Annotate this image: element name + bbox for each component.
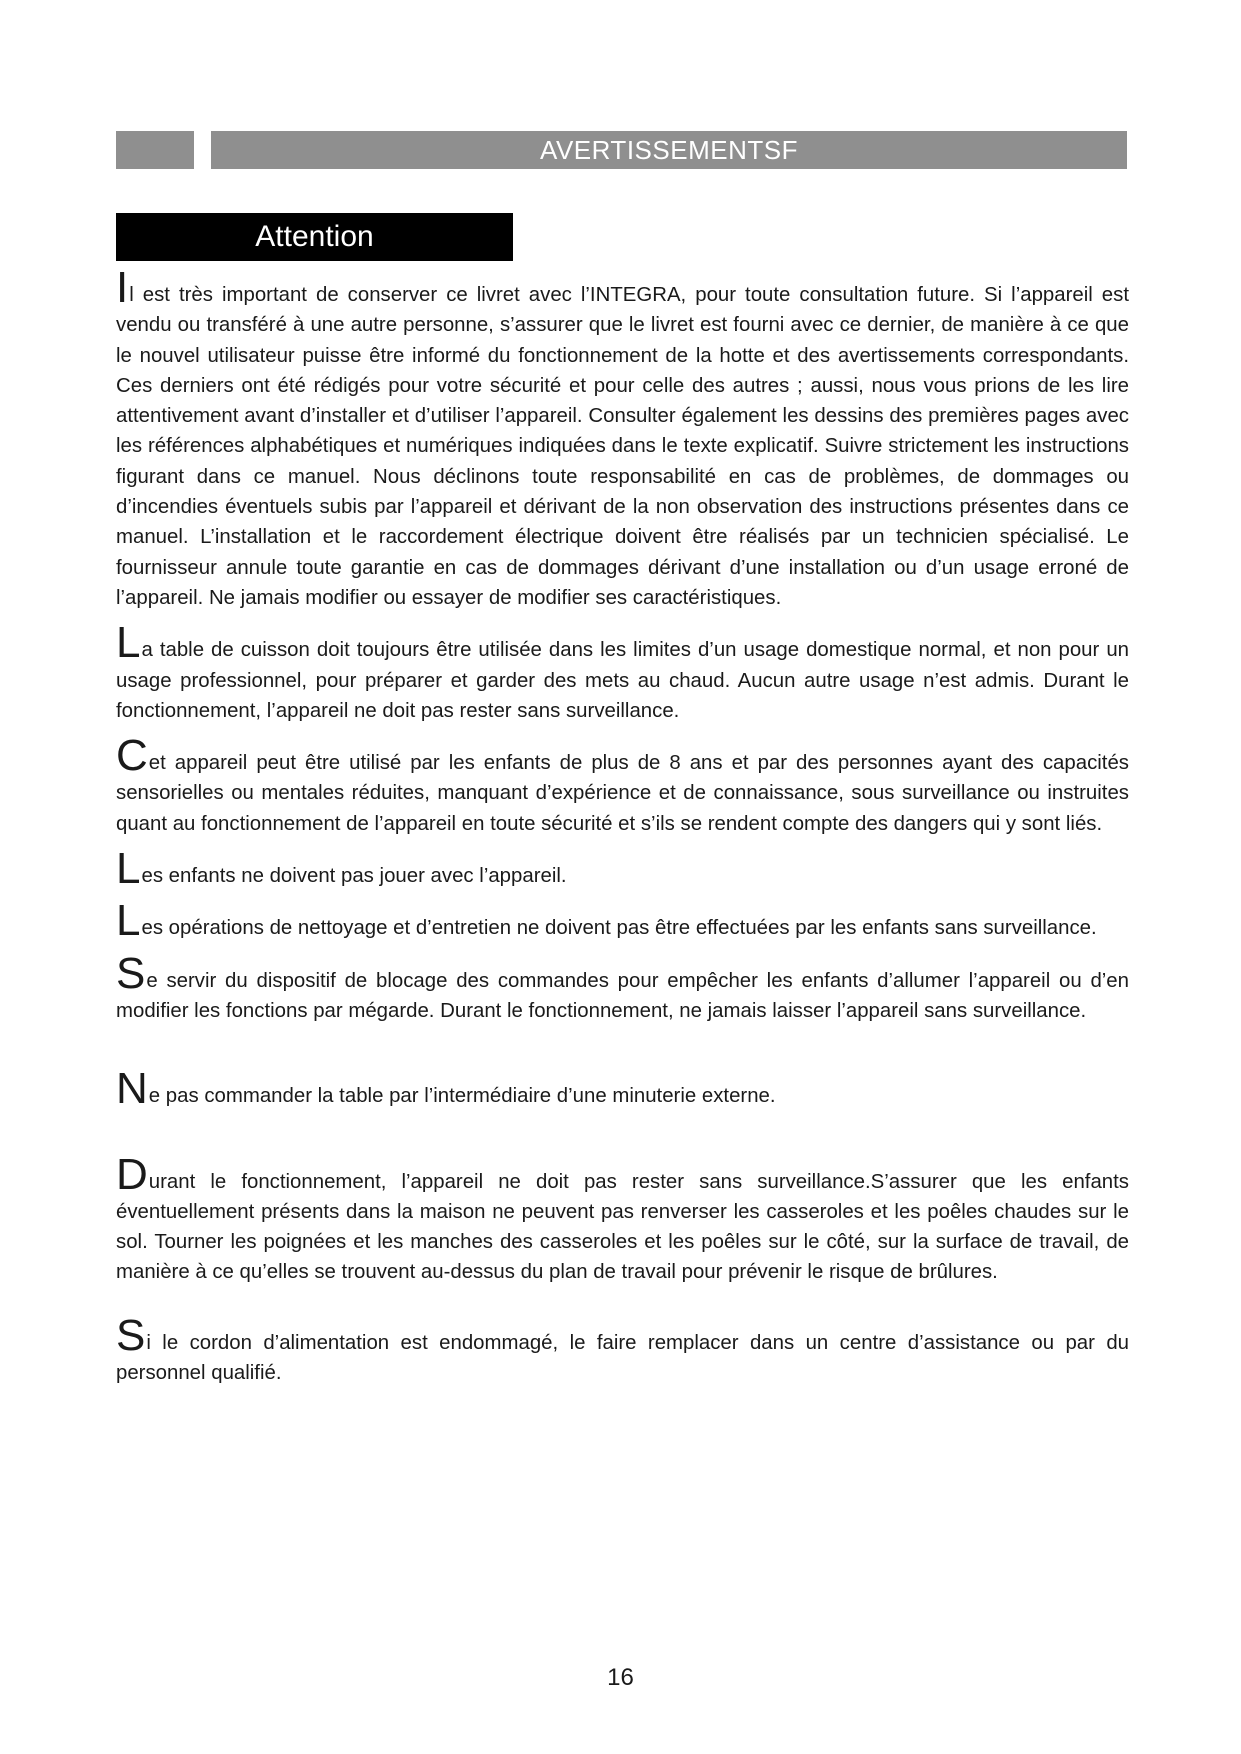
warnings-body (116, 263, 1129, 1388)
section-header (211, 131, 1127, 169)
paragraph-text: e servir du dispositif de blocage des commandes pour empêcher les enfants d’allumer l’appareil ou d’en modifier les fonctions par mégarde. Durant le fonctionnement, ne jamais laisser l’appareil sans surveillance. (116, 969, 1129, 1022)
paragraph-text: a table de cuisson doit toujours être utilisée dans les limites d’un usage domestique normal, et non pour un usage professionnel, pour préparer et garder des mets au chaud. Aucun autre usage n’est admis. Durant le fonctionnement, l’appareil ne doit pas rester sans surveillance. (116, 639, 1129, 722)
page-number (0, 1663, 1241, 1693)
paragraph-intro (116, 263, 1129, 613)
attention-heading (116, 213, 513, 261)
paragraph-no-play (116, 844, 1129, 894)
paragraph-text: et appareil peut être utilisé par les enfants de plus de 8 ans et par des personnes ayant des capacités sensorielles ou mentales réduites, manquant d’expérience et de connaissance, sous surveillance ou instruites quant au fonctionnement de l’appareil en toute sécurité et s’ils se rendent compte des dangers qui y sont liés. (116, 752, 1129, 835)
drop-initial: C (116, 731, 148, 781)
page-number-text: 16 (607, 1664, 634, 1691)
paragraph-control-lock (116, 948, 1129, 1027)
paragraph-text: i le cordon d’alimentation est endommagé, le faire remplacer dans un centre d’assistance ou par du personnel qualifié. (116, 1331, 1129, 1385)
drop-initial: D (116, 1149, 148, 1199)
paragraph-text: es opérations de nettoyage et d’entretien ne doivent pas être effectuées par les enfants sans surveillance. (141, 917, 1097, 940)
drop-initial: L (116, 844, 141, 894)
drop-initial: S (116, 1310, 146, 1360)
drop-initial: S (116, 948, 146, 998)
paragraph-domestic-use (116, 618, 1129, 726)
drop-initial: N (116, 1064, 148, 1114)
paragraph-children-persons (116, 731, 1129, 839)
section-title: AVERTISSEMENTSF (540, 135, 798, 165)
paragraph-power-cord (116, 1310, 1129, 1389)
paragraph-no-timer (116, 1064, 1129, 1114)
paragraph-text: es enfants ne doivent pas jouer avec l’appareil. (141, 865, 567, 888)
attention-label: Attention (255, 220, 374, 253)
paragraph-text: e pas commander la table par l’intermédiaire d’une minuterie externe. (148, 1085, 776, 1108)
drop-initial: I (116, 263, 129, 312)
drop-initial: L (116, 618, 141, 668)
drop-initial: L (116, 896, 141, 946)
header-left-block (116, 131, 194, 169)
paragraph-pans-burns (116, 1149, 1129, 1288)
paragraph-text: urant le fonctionnement, l’appareil ne doit pas rester sans surveillance.S’assurer que les enfants éventuellement présents dans la maison ne peuvent pas renverser les casseroles et les poêles chaudes sur le sol. Tourner les poignées et les manches des casseroles et les poêles sur le côté, sur la surface de travail, de manière à ce qu’elles se trouvent au-dessus du plan de travail pour prévenir le risque de brûlures. (116, 1170, 1129, 1284)
paragraph-cleaning (116, 896, 1129, 946)
paragraph-text: l est très important de conserver ce livret avec l’INTEGRA, pour toute consultation future. Si l’appareil est vendu ou transféré à une autre personne, s’assurer que le livret est fourni avec ce dernier, de manière à ce que le nouvel utilisateur puisse être informé du fonctionnement de la hotte et des avertissements correspondants. Ces derniers ont été rédigés pour votre sécurité et pour celle des autres ; aussi, nous vous prions de les lire attentivement avant d’installer et d’utiliser l’appareil. Consulter également les dessins des premières pages avec les références alphabétiques et numériques indiquées dans le texte explicatif. Suivre strictement les instructions figurant dans ce manuel. Nous déclinons toute responsabilité en cas de problèmes, de dommages ou d’incendies éventuels subis par l’appareil et dérivant de la non observation des instructions présentes dans ce manuel. L’installation et le raccordement électrique doivent être réalisés par un technicien spécialisé. Le fournisseur annule toute garantie en cas de dommages dérivant d’une installation ou d’un usage erroné de l’appareil. Ne jamais modifier ou essayer de modifier ses caractéristiques. (116, 284, 1129, 609)
